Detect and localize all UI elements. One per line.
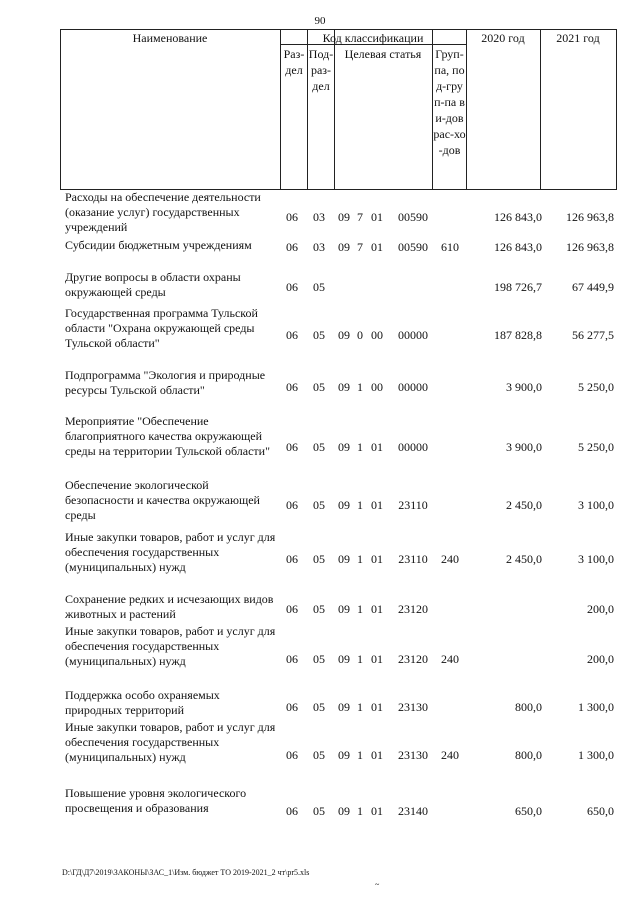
cell-vr: 240: [441, 652, 459, 666]
cell-v2020: 800,0: [515, 748, 542, 762]
cell-cs3: 01: [371, 240, 383, 254]
cell-cs4: 00000: [398, 380, 428, 394]
cell-rz: 06: [286, 210, 298, 224]
scan-mark: ~: [375, 880, 380, 889]
cell-cs3: 01: [371, 700, 383, 714]
row-name: Поддержка особо охраняемых природных территорий: [65, 688, 220, 717]
cell-cs1: 09: [338, 700, 350, 714]
cell-cs3: 01: [371, 498, 383, 512]
cell-v2020: 2 450,0: [506, 498, 542, 512]
cell-cs2: 1: [357, 440, 363, 454]
cell-cs1: 09: [338, 652, 350, 666]
cell-v2021: 5 250,0: [578, 380, 614, 394]
cell-rz: 06: [286, 380, 298, 394]
cell-cs3: 01: [371, 440, 383, 454]
cell-v2020: 3 900,0: [506, 380, 542, 394]
cell-v2021: 126 963,8: [566, 210, 614, 224]
cell-v2021: 200,0: [587, 602, 614, 616]
cell-v2021: 67 449,9: [572, 280, 614, 294]
cell-pr: 03: [313, 210, 325, 224]
cell-cs2: 1: [357, 748, 363, 762]
cell-cs4: 23130: [398, 700, 428, 714]
cell-v2021: 3 100,0: [578, 552, 614, 566]
cell-cs1: 09: [338, 804, 350, 818]
cell-rz: 06: [286, 240, 298, 254]
row-name: Повышение уровня экологического просвещения и образования: [65, 786, 247, 815]
cell-cs2: 7: [357, 240, 363, 254]
cell-pr: 03: [313, 240, 325, 254]
cell-cs2: 1: [357, 380, 363, 394]
header-tselevaya: Целевая статья: [344, 47, 422, 61]
cell-rz: 06: [286, 748, 298, 762]
cell-pr: 05: [313, 552, 325, 566]
cell-pr: 05: [313, 652, 325, 666]
cell-v2020: 650,0: [515, 804, 542, 818]
header-gruppa: Груп-па, под-груп-па ви-дов рас-хо-дов: [433, 47, 466, 157]
row-name: Сохранение редких и исчезающих видов животных и растений: [65, 592, 274, 621]
table-header: [60, 29, 617, 190]
cell-rz: 06: [286, 552, 298, 566]
cell-v2021: 1 300,0: [578, 748, 614, 762]
cell-pr: 05: [313, 602, 325, 616]
row-name: Иные закупки товаров, работ и услуг для обеспечения государственных (муниципальных) нужд: [65, 720, 276, 764]
file-path-footer: D:\ГД\Д7\2019\ЗАКОНЫ\ЗАС_1\Изм. бюджет ТО 2019-2021_2 чт\pr5.xls: [62, 868, 310, 877]
cell-v2020: 800,0: [515, 700, 542, 714]
cell-cs2: 1: [357, 602, 363, 616]
cell-cs1: 09: [338, 240, 350, 254]
cell-cs2: 7: [357, 210, 363, 224]
cell-v2020: 126 843,0: [494, 240, 542, 254]
cell-cs2: 1: [357, 700, 363, 714]
cell-v2021: 200,0: [587, 652, 614, 666]
header-right-border: [616, 30, 617, 189]
row-name: Субсидии бюджетным учреждениям: [65, 238, 252, 252]
row-name: Обеспечение экологической безопасности и качества окружающей среды: [65, 478, 260, 522]
header-divider: [540, 30, 541, 189]
cell-vr: 240: [441, 748, 459, 762]
cell-v2021: 3 100,0: [578, 498, 614, 512]
cell-pr: 05: [313, 700, 325, 714]
cell-cs4: 23110: [398, 552, 428, 566]
cell-pr: 05: [313, 748, 325, 762]
cell-v2020: 187 828,8: [494, 328, 542, 342]
cell-cs3: 00: [371, 380, 383, 394]
cell-cs3: 01: [371, 652, 383, 666]
cell-pr: 05: [313, 498, 325, 512]
row-name: Государственная программа Тульской области "Охрана окружающей среды Тульской области": [65, 306, 258, 350]
cell-cs3: 01: [371, 210, 383, 224]
cell-cs1: 09: [338, 602, 350, 616]
cell-cs2: 0: [357, 328, 363, 342]
header-name: Наименование: [132, 31, 208, 45]
header-code: Код классификации: [322, 31, 424, 45]
cell-v2021: 56 277,5: [572, 328, 614, 342]
cell-rz: 06: [286, 280, 298, 294]
cell-vr: 240: [441, 552, 459, 566]
row-name: Подпрограмма "Экология и природные ресурсы Тульской области": [65, 368, 266, 397]
cell-cs1: 09: [338, 380, 350, 394]
cell-cs2: 1: [357, 552, 363, 566]
row-name: Другие вопросы в области охраны окружающей среды: [65, 270, 241, 299]
cell-cs4: 23140: [398, 804, 428, 818]
cell-rz: 06: [286, 440, 298, 454]
page-number: 90: [314, 15, 326, 27]
cell-cs4: 00590: [398, 240, 428, 254]
cell-v2020: 3 900,0: [506, 440, 542, 454]
cell-cs4: 00000: [398, 328, 428, 342]
cell-rz: 06: [286, 652, 298, 666]
cell-pr: 05: [313, 380, 325, 394]
cell-cs4: 23120: [398, 652, 428, 666]
cell-pr: 05: [313, 328, 325, 342]
cell-cs3: 01: [371, 552, 383, 566]
cell-cs3: 01: [371, 748, 383, 762]
cell-cs4: 23110: [398, 498, 428, 512]
cell-v2021: 126 963,8: [566, 240, 614, 254]
cell-rz: 06: [286, 328, 298, 342]
cell-cs3: 01: [371, 602, 383, 616]
header-divider: [466, 30, 467, 189]
cell-cs3: 00: [371, 328, 383, 342]
header-razdel: Раз-дел: [283, 47, 305, 77]
cell-v2021: 650,0: [587, 804, 614, 818]
row-name: Иные закупки товаров, работ и услуг для обеспечения государственных (муниципальных) нужд: [65, 530, 276, 574]
cell-cs1: 09: [338, 210, 350, 224]
row-name: Расходы на обеспечение деятельности (оказание услуг) государственных учреждений: [65, 190, 261, 234]
header-2020: 2020 год: [481, 31, 525, 45]
cell-cs2: 1: [357, 804, 363, 818]
cell-cs1: 09: [338, 552, 350, 566]
cell-v2021: 5 250,0: [578, 440, 614, 454]
cell-v2021: 1 300,0: [578, 700, 614, 714]
cell-cs2: 1: [357, 652, 363, 666]
cell-cs4: 00000: [398, 440, 428, 454]
cell-pr: 05: [313, 804, 325, 818]
cell-cs1: 09: [338, 498, 350, 512]
row-name: Иные закупки товаров, работ и услуг для обеспечения государственных (муниципальных) нужд: [65, 624, 276, 668]
cell-v2020: 2 450,0: [506, 552, 542, 566]
header-left-border: [60, 30, 61, 189]
cell-pr: 05: [313, 440, 325, 454]
header-2021: 2021 год: [556, 31, 600, 45]
cell-rz: 06: [286, 498, 298, 512]
cell-rz: 06: [286, 602, 298, 616]
cell-cs4: 23130: [398, 748, 428, 762]
header-podrazdel: Под-раз-дел: [308, 47, 334, 93]
cell-cs1: 09: [338, 748, 350, 762]
cell-cs4: 00590: [398, 210, 428, 224]
cell-v2020: 198 726,7: [494, 280, 542, 294]
cell-cs2: 1: [357, 498, 363, 512]
cell-rz: 06: [286, 804, 298, 818]
cell-cs4: 23120: [398, 602, 428, 616]
cell-cs1: 09: [338, 440, 350, 454]
cell-v2020: 126 843,0: [494, 210, 542, 224]
cell-vr: 610: [441, 240, 459, 254]
cell-rz: 06: [286, 700, 298, 714]
cell-cs3: 01: [371, 804, 383, 818]
cell-cs1: 09: [338, 328, 350, 342]
cell-pr: 05: [313, 280, 325, 294]
row-name: Мероприятие "Обеспечение благоприятного качества окружающей среды на территории Тульской области": [65, 414, 270, 458]
